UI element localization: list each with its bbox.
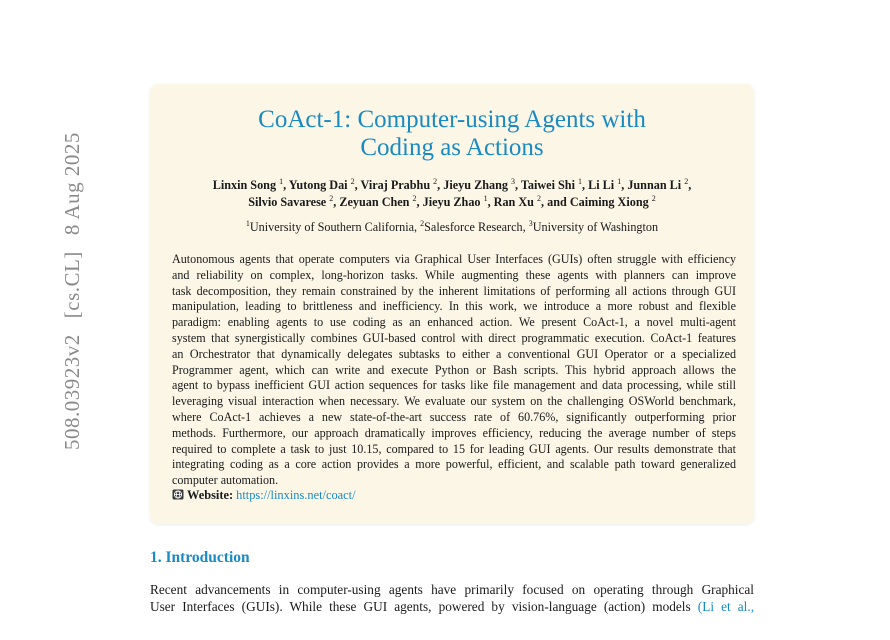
author-name: Ran Xu — [493, 195, 534, 209]
author-name: Junnan Li — [627, 178, 682, 192]
author-name: Jieyu Zhang — [443, 178, 508, 192]
intro-line: Recent advancements in computer-using agents have primarily focused on operating through Graphical — [150, 582, 754, 597]
abstract-line: task decomposition, they remain constrained by the inherent limitations of performing all actions through GUI — [172, 283, 736, 298]
affiliation-list: $^1$University of Southern California, $^2$Salesforce Research, $^3$University of Washington — [245, 219, 659, 234]
author-name: Jieyu Zhao — [422, 195, 481, 209]
author-line-2: Silvio Savarese $^2$, Zeyuan Chen $^2$, Jieyu Zhao $^1$, Ran Xu $^2$, and Caiming Xiong $^2$ — [248, 194, 656, 209]
section-heading-introduction: 1. Introduction — [150, 549, 250, 566]
author-affiliation-mark: 2 — [412, 194, 417, 203]
introduction-text — [150, 582, 754, 615]
author-name: Linxin Song — [212, 178, 277, 192]
abstract-line: system that synergistically combines GUI-based control with direct programmatic execution. CoAct-1 features — [172, 330, 736, 345]
arxiv-category: [cs.CL] — [60, 251, 84, 319]
author-name: Caiming Xiong — [569, 195, 649, 209]
affiliation-number: 2 — [420, 219, 425, 228]
title-line-2: Coding as Actions — [360, 134, 544, 161]
author-name: Li Li — [588, 178, 615, 192]
arxiv-date: 8 Aug 2025 — [60, 132, 84, 236]
author-conjunction: and — [547, 195, 570, 209]
affiliation-number: 1 — [245, 219, 250, 228]
abstract-line: agent to bypass inefficient GUI action sequences for tasks like file management and data processing, while still — [172, 378, 736, 393]
intro-line — [150, 599, 754, 616]
author-affiliation-mark: 1 — [617, 177, 622, 186]
affiliation-name: University of Washington — [532, 220, 659, 234]
arxiv-stamp — [60, 116, 85, 450]
abstract-line: integrating coding as a core action provides a more powerful, efficient, and scalable path toward generalized — [172, 457, 736, 472]
affiliation-name: Salesforce Research — [424, 220, 523, 234]
author-affiliation-mark: 2 — [537, 194, 542, 203]
abstract-line: Autonomous agents that operate computers via Graphical User Interfaces (GUIs) often struggle with efficiency — [172, 252, 736, 266]
abstract-line: Programmer agent, which can write and execute Python or Bash scripts. This hybrid approach allows the — [172, 362, 736, 377]
abstract-text — [172, 252, 736, 489]
abstract-line: methods. Furthermore, our approach dramatically improves efficiency, reducing the average number of steps — [172, 425, 736, 440]
globe-icon — [172, 489, 184, 500]
author-name: Taiwei Shi — [520, 178, 575, 192]
abstract-line: manipulation, leading to brittleness and inefficiency. In this work, we introduce a more robust and flexible — [172, 299, 736, 314]
website-link[interactable]: https://linxins.net/coact/ — [236, 488, 356, 502]
author-name: Zeyuan Chen — [339, 195, 410, 209]
author-name: Silvio Savarese — [248, 195, 327, 209]
author-list — [160, 177, 744, 211]
abstract-line: leveraging visual interaction when necessary. We evaluate our system on the challenging OSWorld benchmark, — [172, 394, 736, 409]
abstract-line: required to complete a task to just 10.15, compared to 15 for leading GUI agents. Our results demonstrate that — [172, 441, 736, 456]
arxiv-id: 508.03923v2 — [60, 334, 84, 450]
affiliation-number: 3 — [528, 219, 533, 228]
website-row — [172, 487, 356, 503]
author-affiliation-mark: 2 — [651, 194, 656, 203]
author-affiliation-mark: 2 — [350, 177, 355, 186]
abstract-line: paradigm: enabling agents to use coding as an enhanced action. We present CoAct-1, a novel multi-agent — [172, 315, 736, 330]
author-affiliation-mark: 1 — [279, 177, 284, 186]
abstract-line: an Orchestrator that dynamically delegates subtasks to either a conventional GUI Operator or a specialized — [172, 346, 736, 361]
author-affiliation-mark: 2 — [684, 177, 689, 186]
author-affiliation-mark: 1 — [483, 194, 488, 203]
author-name: Viraj Prabhu — [360, 178, 431, 192]
author-name: Yutong Dai — [288, 178, 348, 192]
abstract-line: computer automation. — [172, 473, 279, 488]
intro-line-text: User Interfaces (GUIs). While these GUI agents, powered by vision-language (action) models — [150, 598, 691, 614]
author-line-1: Linxin Song $^1$, Yutong Dai $^2$, Viraj Prabhu $^2$, Jieyu Zhang $^3$, Taiwei Shi $^1$, Li Li $^1$, Junnan Li $^2$, — [212, 177, 692, 192]
author-affiliation-mark: 3 — [511, 177, 515, 186]
author-affiliation-mark: 2 — [433, 177, 438, 186]
website-label: Website: — [187, 488, 234, 502]
author-affiliation-mark: 1 — [578, 177, 582, 186]
title-line-1: CoAct-1: Computer-using Agents with — [258, 106, 646, 133]
affiliation-name: University of Southern California — [249, 220, 415, 234]
paper-title — [150, 106, 754, 162]
abstract-line: and reliability on complex, long-horizon tasks. While augmenting these agents with planners can improve — [172, 267, 736, 282]
citation-link[interactable]: (Li et al., — [697, 598, 755, 614]
abstract-line: where CoAct-1 achieves a new state-of-the-art success rate of 60.76%, significantly outperforming prior — [172, 409, 736, 424]
author-affiliation-mark: 2 — [329, 194, 334, 203]
